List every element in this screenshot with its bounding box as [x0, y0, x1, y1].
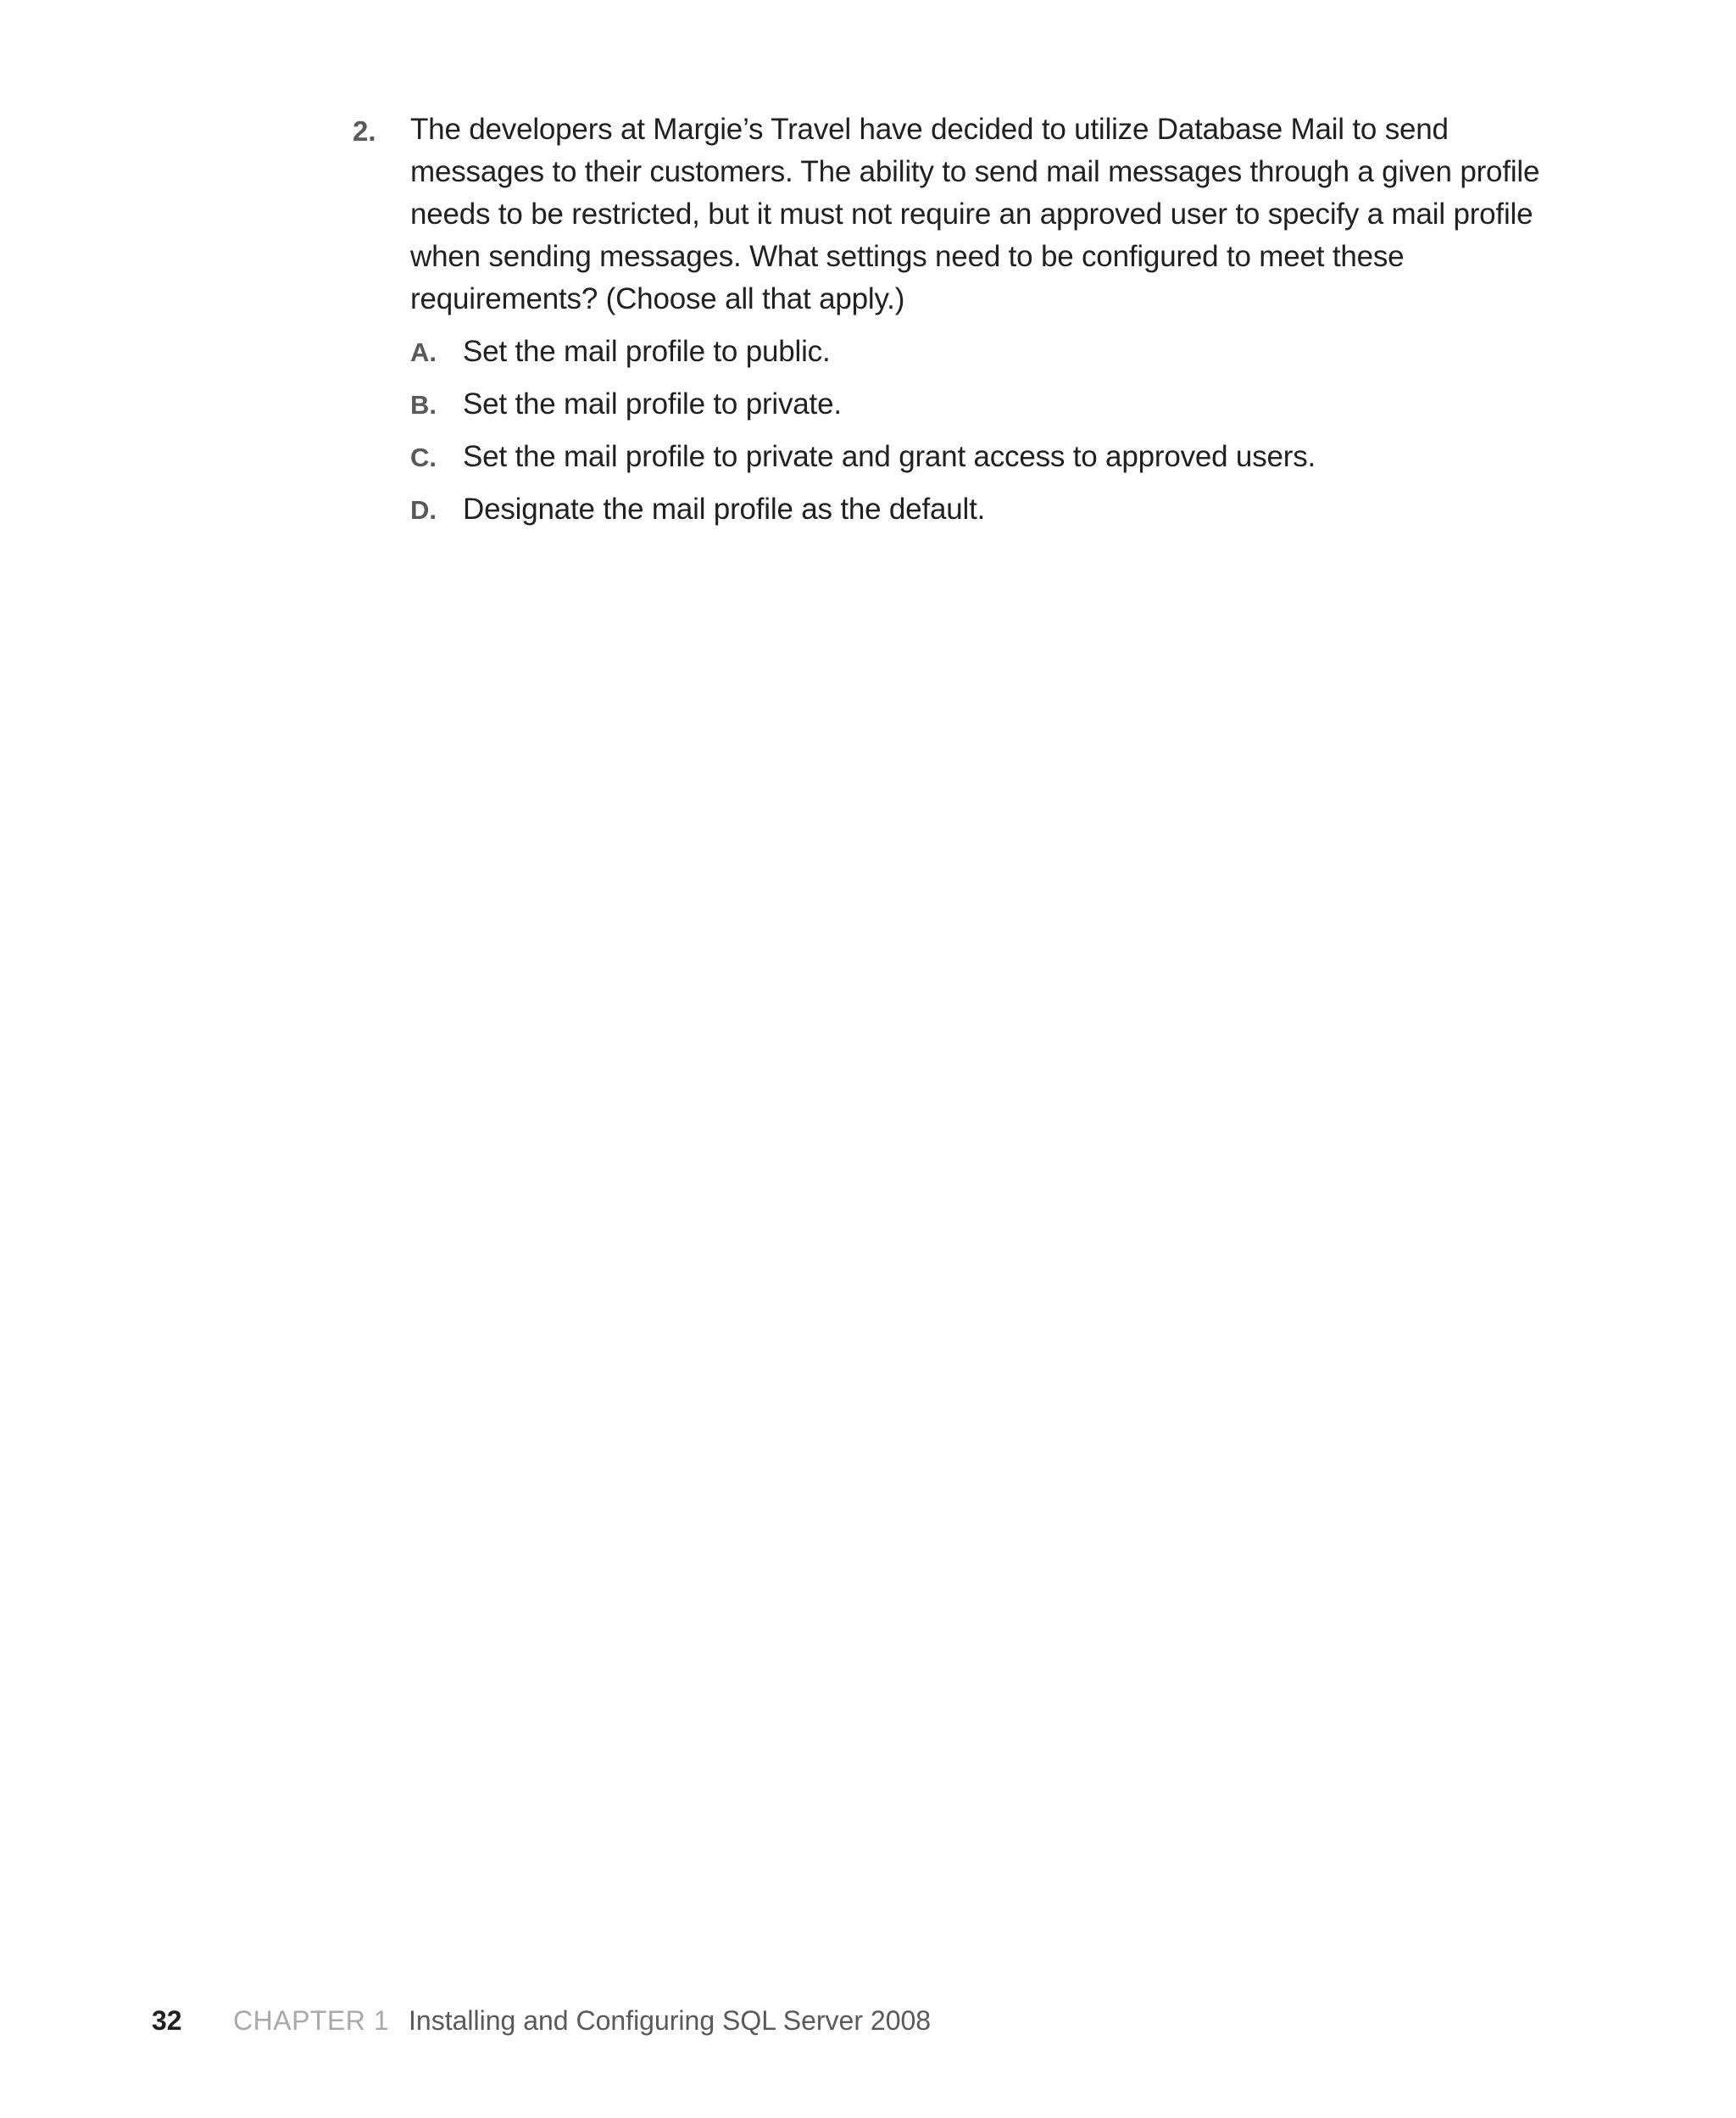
option-letter: C. — [410, 443, 437, 472]
chapter-title: Installing and Configuring SQL Server 2008 — [409, 2005, 932, 2036]
option-letter: B. — [410, 390, 437, 420]
option-letter: A. — [410, 337, 437, 367]
chapter-label: CHAPTER 1 — [233, 2005, 390, 2036]
option-text: Designate the mail profile as the default. — [463, 493, 986, 526]
option-b — [410, 383, 1597, 426]
question-text: The developers at Margie’s Travel have decided to utilize Database Mail to send messages to their customers. The ability to send mail messages through a given profile needs to be restricted, but it must not require an approved user to specify a mail profile when sending messages. What settings need to be configured to meet these requirements? (Choose all that apply.) — [410, 113, 1540, 315]
answer-options — [410, 331, 1597, 541]
page-number: 32 — [152, 2005, 182, 2036]
option-letter: D. — [410, 495, 437, 525]
option-text: Set the mail profile to public. — [463, 335, 831, 368]
option-text: Set the mail profile to private. — [463, 387, 842, 421]
option-text: Set the mail profile to private and grant access to approved users. — [463, 440, 1316, 473]
question-number: 2. — [353, 115, 376, 147]
option-d — [410, 488, 1597, 531]
page-footer — [0, 1999, 1736, 2042]
option-a — [410, 331, 1597, 373]
option-c — [410, 436, 1597, 478]
